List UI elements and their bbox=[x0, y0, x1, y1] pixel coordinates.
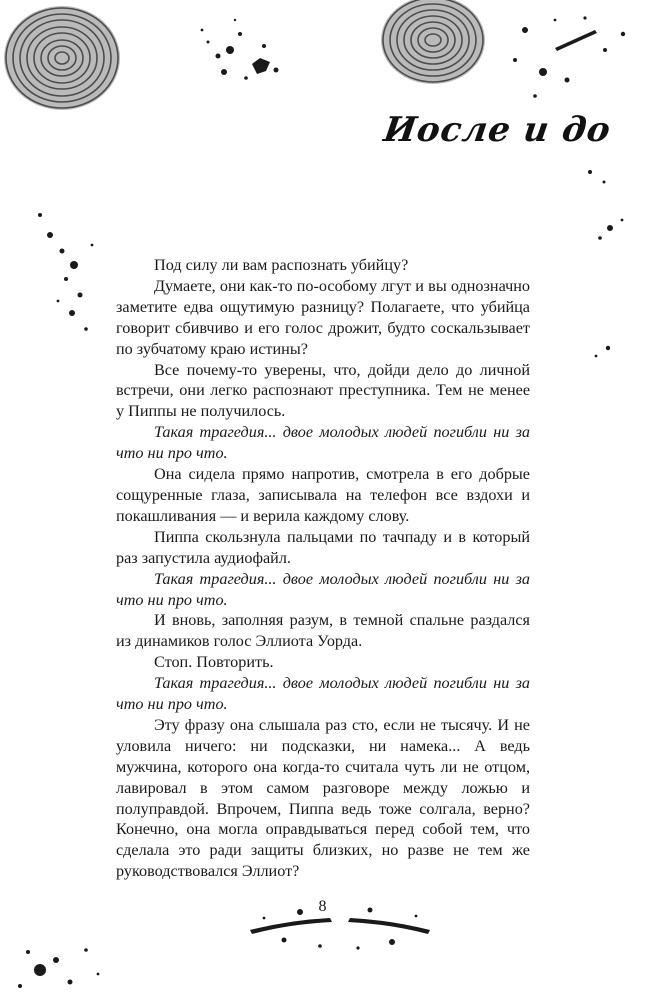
ink-splatter-icon bbox=[10, 930, 120, 1000]
text-paragraph: Думаете, они как-то по-особому лгут и вы однозначно заметите едва ощутимую разницу? Полагаете, что убийца говорит сбивчиво и его голос дрожит, будто соскальзывает по зубчатому краю истины? bbox=[116, 276, 530, 358]
quote-paragraph: Такая трагедия... двое молодых людей погибли ни за что ни про что. bbox=[116, 569, 530, 609]
fingerprint-icon bbox=[378, 0, 498, 95]
chapter-body bbox=[116, 255, 530, 882]
text-paragraph: И вновь, заполняя разум, в темной спальне раздался из динамиков голос Эллиота Уорда. bbox=[116, 611, 530, 651]
text-paragraph: Эту фразу она слышала раз сто, если не тысячу. И не уловила ничего: ни подсказки, ни намека... А ведь мужчина, которого она когда-то считала чуть ли не отцом, лавировал в этом самом разговоре между ложью и полуправдой. Впрочем, Пиппа ведь тоже солгала, верно? Конечно, она могла оправдываться перед собой тем, что сделала это ради защиты близких, но разве не тем же руководствовался Эллиот? bbox=[116, 715, 530, 881]
text-paragraph: Все почему-то уверены, что, дойди дело до личной встречи, они легко распознают преступника. Тем не менее у Пиппы не получилось. bbox=[116, 360, 530, 421]
quote-paragraph: Такая трагедия... двое молодых людей погибли ни за что ни про что. bbox=[116, 423, 530, 463]
text-paragraph: Она сидела прямо напротив, смотрела в его добрые сощуренные глаза, записывала на телефон все вздохи и покашливания — и верила каждому слову. bbox=[116, 465, 530, 525]
ink-splatter-icon bbox=[495, 10, 645, 110]
text-paragraph: Пиппа скользнула пальцами по тачпаду и в который раз запустила аудиофайл. bbox=[116, 527, 530, 567]
quote-paragraph: Такая трагедия... двое молодых людей погибли ни за что ни про что. bbox=[116, 674, 530, 714]
text-paragraph: Стоп. Повторить. bbox=[154, 653, 274, 672]
ink-splatter-icon bbox=[30, 205, 110, 345]
chapter-title: Иосле и до bbox=[381, 110, 614, 150]
ink-splatter-icon bbox=[570, 160, 645, 370]
fingerprint-icon bbox=[0, 0, 140, 130]
page-number: 8 bbox=[318, 898, 327, 915]
ink-splatter-icon bbox=[190, 12, 300, 92]
text-paragraph: Под силу ли вам распознать убийцу? bbox=[154, 256, 409, 274]
